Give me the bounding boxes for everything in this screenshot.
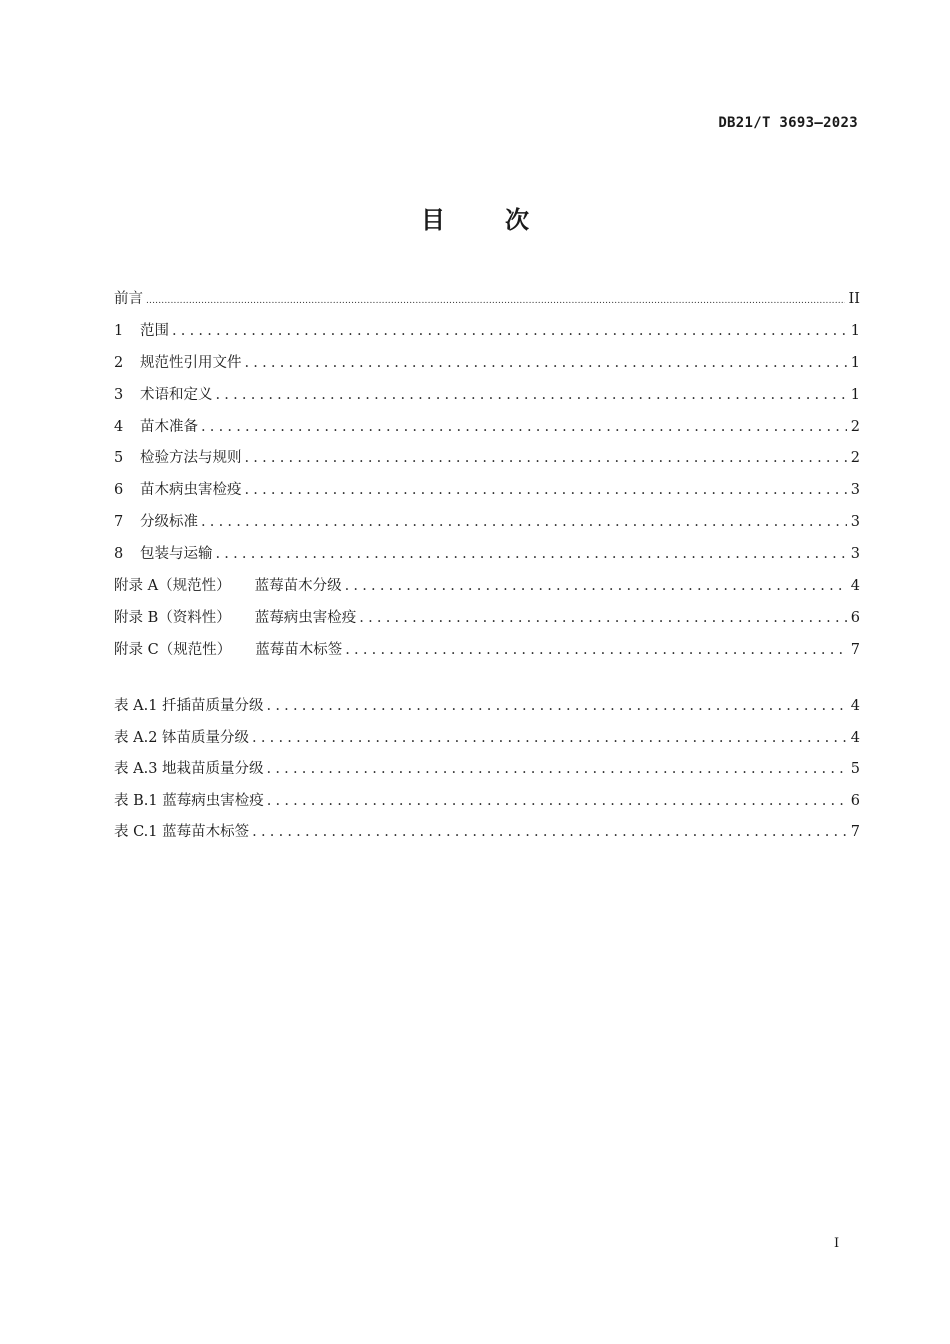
dot-leader [345, 574, 847, 598]
table-entry-page: 5 [850, 761, 860, 778]
toc-entry-page: 7 [850, 641, 860, 658]
toc-entry-page: 1 [850, 354, 860, 371]
toc-entry-2[interactable] [114, 351, 860, 383]
page-number: I [834, 1236, 840, 1251]
section-number: 5 [114, 450, 124, 467]
toc-entry-appendix-b[interactable] [114, 606, 860, 638]
dot-leader [267, 789, 847, 813]
toc-table-c1[interactable] [114, 820, 860, 852]
toc-entry-label [114, 542, 213, 566]
toc-entry-label [114, 383, 213, 407]
toc-entry-page: 1 [850, 322, 860, 339]
section-title: 包装与运输 [140, 546, 213, 563]
toc-entry-preface[interactable] [114, 287, 860, 319]
table-entry-page: 4 [850, 729, 860, 746]
dot-leader [252, 726, 847, 750]
dot-leader [267, 757, 847, 781]
toc-entry-page: 1 [850, 386, 860, 403]
toc-table-a2[interactable] [114, 726, 860, 758]
toc-entry-3[interactable] [114, 383, 860, 415]
toc-entry-label: 前言 [114, 291, 143, 307]
toc-entry-page: II [848, 291, 860, 307]
appendix-label: 附录 C（规范性） [114, 641, 232, 658]
toc-entry-page: 3 [850, 514, 860, 531]
toc-entry-label [114, 510, 198, 534]
appendix-title: 蓝莓病虫害检疫 [254, 609, 357, 626]
table-entry-page: 4 [850, 698, 860, 714]
dot-leader [267, 694, 847, 718]
section-title: 苗木病虫害检疫 [140, 482, 242, 499]
section-title: 分级标准 [140, 514, 198, 531]
section-title: 范围 [140, 322, 169, 339]
section-number: 8 [114, 546, 124, 563]
section-number: 4 [114, 418, 124, 435]
section-title: 苗木准备 [140, 418, 198, 435]
toc-entry-page: 4 [850, 578, 860, 595]
dot-leader [359, 606, 847, 630]
toc-title: 目次 [421, 206, 589, 234]
table-entry-label: 表 A.2 钵苗质量分级 [114, 729, 250, 746]
dot-leader [172, 319, 847, 343]
section-number: 3 [114, 386, 124, 403]
toc-main-list [114, 287, 860, 670]
standard-code: DB21/T 3693—2023 [718, 115, 858, 131]
section-title: 规范性引用文件 [140, 354, 242, 371]
toc-entry-page: 3 [850, 482, 860, 499]
toc-entry-appendix-a[interactable] [114, 574, 860, 606]
dot-leader [252, 820, 847, 844]
appendix-label: 附录 A（规范性） [114, 578, 231, 595]
section-number: 2 [114, 354, 124, 371]
toc-entry-8[interactable] [114, 542, 860, 574]
section-number: 1 [114, 322, 124, 339]
toc-entry-label [114, 351, 242, 375]
toc-entry-page: 2 [850, 418, 860, 435]
toc-table-b1[interactable] [114, 789, 860, 821]
toc-entry-label [114, 606, 356, 630]
section-number: 6 [114, 482, 124, 499]
section-title: 术语和定义 [140, 386, 213, 403]
section-title: 检验方法与规则 [140, 450, 242, 467]
dot-leader [201, 415, 847, 439]
toc-table-a1[interactable] [114, 694, 860, 726]
table-entry-label: 表 A.3 地栽苗质量分级 [114, 761, 264, 778]
toc-entry-label [114, 319, 169, 343]
appendix-title: 蓝莓苗木标签 [255, 641, 343, 658]
dot-leader [345, 638, 847, 662]
toc-table-a3[interactable] [114, 757, 860, 789]
dot-leader [245, 351, 847, 375]
toc-entry-label [114, 415, 198, 439]
toc-entry-label [114, 446, 242, 470]
toc-entry-7[interactable] [114, 510, 860, 542]
toc-entry-6[interactable] [114, 478, 860, 510]
dot-leader [245, 478, 847, 502]
section-number: 7 [114, 514, 124, 531]
toc-tables-list [114, 694, 860, 852]
toc-entry-1[interactable] [114, 319, 860, 351]
table-entry-page: 7 [850, 824, 860, 841]
toc-entry-page: 3 [850, 546, 860, 563]
dot-leader [216, 542, 847, 566]
dot-leader [146, 289, 845, 313]
toc-entry-label [114, 478, 242, 502]
toc-entry-page: 2 [850, 450, 860, 467]
table-entry-label: 表 B.1 蓝莓病虫害检疫 [114, 792, 264, 809]
table-entry-label: 表 A.1 扦插苗质量分级 [114, 698, 264, 714]
table-entry-label: 表 C.1 蓝莓苗木标签 [114, 824, 250, 841]
toc-entry-5[interactable] [114, 446, 860, 478]
appendix-title: 蓝莓苗木分级 [254, 578, 342, 595]
dot-leader [216, 383, 847, 407]
toc-entry-label [114, 638, 342, 662]
toc-entry-appendix-c[interactable] [114, 638, 860, 670]
table-entry-page: 6 [850, 792, 860, 809]
appendix-label: 附录 B（资料性） [114, 609, 231, 626]
dot-leader [201, 510, 847, 534]
toc-entry-page: 6 [850, 609, 860, 626]
toc-entry-4[interactable] [114, 415, 860, 447]
dot-leader [245, 446, 847, 470]
toc-entry-label [114, 574, 342, 598]
